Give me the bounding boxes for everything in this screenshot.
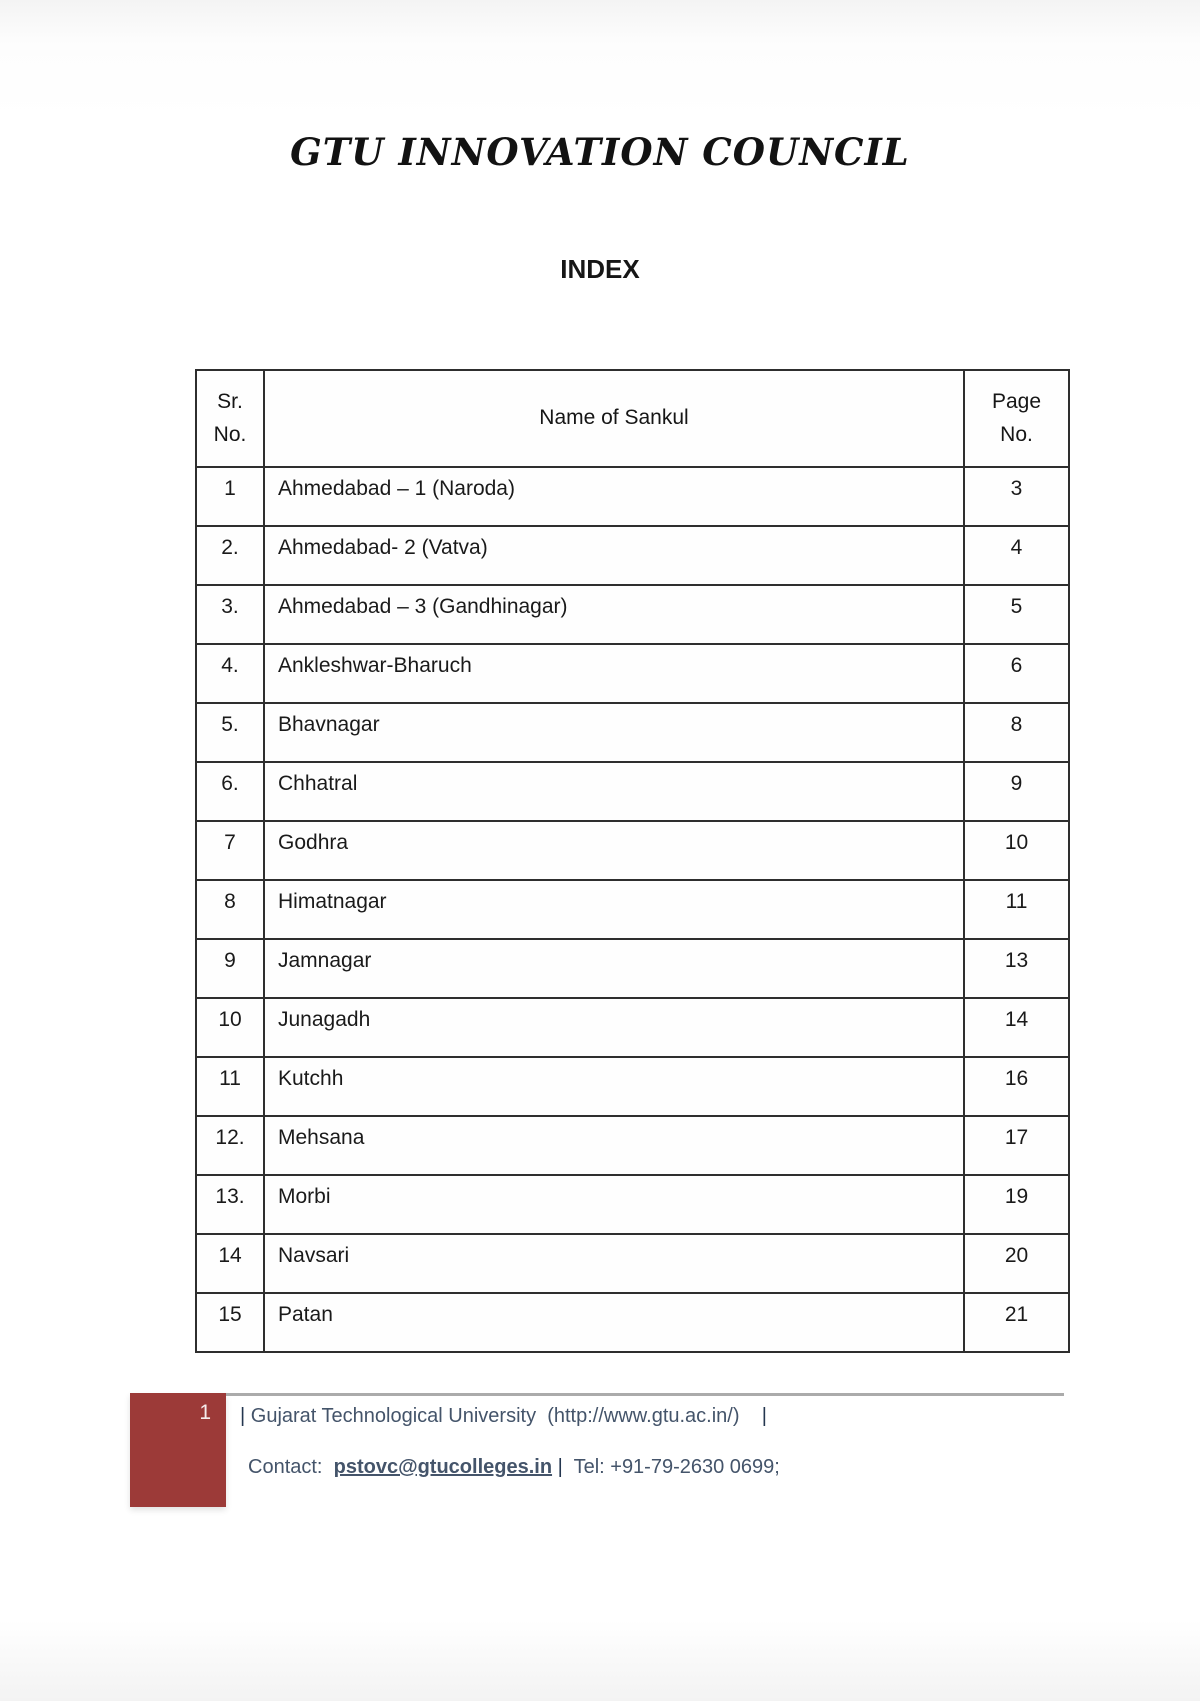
cell-page-no: 5	[964, 585, 1069, 644]
cell-sr-no: 9	[196, 939, 264, 998]
header-page-line1: Page	[991, 389, 1042, 413]
cell-sankul-name: Junagadh	[264, 998, 964, 1057]
header-name-of-sankul: Name of Sankul	[264, 370, 964, 467]
table-row	[196, 526, 1069, 585]
footer-pipe-left: |	[240, 1405, 246, 1427]
table-row	[196, 821, 1069, 880]
table-row	[196, 1057, 1069, 1116]
cell-sr-no: 8	[196, 880, 264, 939]
table-row	[196, 1175, 1069, 1234]
cell-sankul-name: Mehsana	[264, 1116, 964, 1175]
header-sr-no	[196, 370, 264, 467]
index-heading: INDEX	[560, 254, 640, 284]
cell-sr-no: 5.	[196, 703, 264, 762]
footer-pipe-right: |	[761, 1405, 767, 1427]
university-name: Gujarat Technological University	[250, 1405, 537, 1427]
cell-sr-no: 12.	[196, 1116, 264, 1175]
table-row	[196, 762, 1069, 821]
header-sr-line2: No.	[213, 422, 247, 446]
cell-sankul-name: Ahmedabad- 2 (Vatva)	[264, 526, 964, 585]
contact-label: Contact:	[248, 1456, 323, 1478]
header-sr-line1: Sr.	[217, 389, 243, 413]
contact-pipe: |	[557, 1456, 563, 1478]
index-table	[195, 369, 1070, 1353]
footer-page-number-block	[130, 1393, 226, 1507]
cell-page-no: 14	[964, 998, 1069, 1057]
cell-page-no: 10	[964, 821, 1069, 880]
document-title: GTU INNOVATION COUNCIL	[290, 130, 910, 174]
table-row	[196, 1116, 1069, 1175]
cell-sr-no: 7	[196, 821, 264, 880]
cell-sankul-name: Patan	[264, 1293, 964, 1352]
cell-sankul-name: Morbi	[264, 1175, 964, 1234]
cell-sr-no: 15	[196, 1293, 264, 1352]
table-row	[196, 998, 1069, 1057]
cell-page-no: 21	[964, 1293, 1069, 1352]
cell-sankul-name: Chhatral	[264, 762, 964, 821]
cell-sr-no: 14	[196, 1234, 264, 1293]
cell-sankul-name: Bhavnagar	[264, 703, 964, 762]
table-row	[196, 644, 1069, 703]
cell-sankul-name: Navsari	[264, 1234, 964, 1293]
cell-page-no: 4	[964, 526, 1069, 585]
header-page-no	[964, 370, 1069, 467]
cell-sankul-name: Jamnagar	[264, 939, 964, 998]
footer-divider-rule	[226, 1393, 1064, 1396]
cell-page-no: 3	[964, 467, 1069, 526]
table-row	[196, 703, 1069, 762]
table-row	[196, 1234, 1069, 1293]
contact-email-link[interactable]: pstovc@gtucolleges.in	[333, 1456, 553, 1478]
cell-sankul-name: Godhra	[264, 821, 964, 880]
table-row	[196, 467, 1069, 526]
cell-page-no: 16	[964, 1057, 1069, 1116]
cell-sr-no: 6.	[196, 762, 264, 821]
table-row	[196, 939, 1069, 998]
cell-sankul-name: Kutchh	[264, 1057, 964, 1116]
footer-contact-line	[248, 1456, 780, 1479]
cell-sankul-name: Ahmedabad – 1 (Naroda)	[264, 467, 964, 526]
cell-page-no: 11	[964, 880, 1069, 939]
cell-sr-no: 11	[196, 1057, 264, 1116]
table-row	[196, 585, 1069, 644]
cell-page-no: 13	[964, 939, 1069, 998]
cell-sankul-name: Himatnagar	[264, 880, 964, 939]
cell-sr-no: 3.	[196, 585, 264, 644]
header-page-line2: No.	[1000, 422, 1033, 446]
cell-sr-no: 10	[196, 998, 264, 1057]
table-header-row	[196, 370, 1069, 467]
cell-sr-no: 4.	[196, 644, 264, 703]
university-url: (http://www.gtu.ac.in/)	[547, 1405, 740, 1427]
cell-sr-no: 2.	[196, 526, 264, 585]
telephone-number: Tel: +91-79-2630 0699;	[573, 1456, 780, 1478]
cell-page-no: 20	[964, 1234, 1069, 1293]
cell-page-no: 19	[964, 1175, 1069, 1234]
cell-sr-no: 13.	[196, 1175, 264, 1234]
cell-page-no: 17	[964, 1116, 1069, 1175]
cell-page-no: 8	[964, 703, 1069, 762]
table-row	[196, 880, 1069, 939]
cell-page-no: 9	[964, 762, 1069, 821]
footer-page-number: 1	[199, 1401, 211, 1424]
cell-sankul-name: Ankleshwar-Bharuch	[264, 644, 964, 703]
table-row	[196, 1293, 1069, 1352]
cell-page-no: 6	[964, 644, 1069, 703]
cell-sankul-name: Ahmedabad – 3 (Gandhinagar)	[264, 585, 964, 644]
cell-sr-no: 1	[196, 467, 264, 526]
footer-university-line	[240, 1405, 767, 1428]
